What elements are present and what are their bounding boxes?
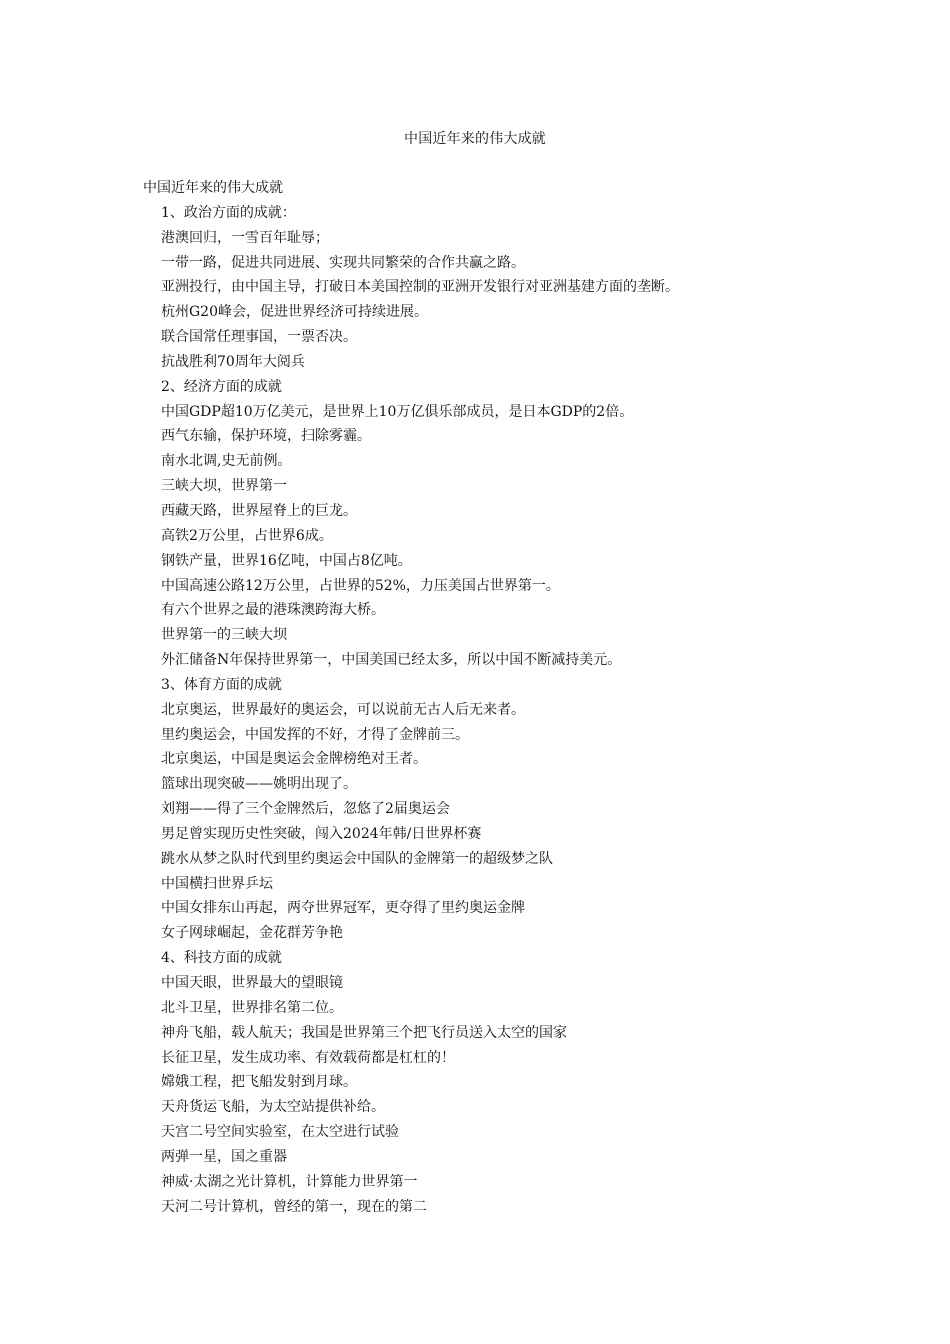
paragraph-line: 外汇储备N年保持世界第一，中国美国已经太多，所以中国不断减持美元。 — [161, 652, 622, 669]
paragraph-line: 钢铁产量，世界16亿吨，中国占8亿吨。 — [161, 552, 412, 569]
paragraph-line: 亚洲投行，由中国主导，打破日本美国控制的亚洲开发银行对亚洲基建方面的垄断。 — [161, 279, 679, 296]
paragraph-line: 一带一路，促进共同进展、实现共同繁荣的合作共赢之路。 — [161, 254, 525, 271]
paragraph-line: 西藏天路，世界屋脊上的巨龙。 — [161, 502, 357, 519]
paragraph-line: 女子网球崛起，金花群芳争艳 — [161, 925, 343, 942]
paragraph-line: 2、经济方面的成就 — [161, 378, 282, 395]
document-title: 中国近年来的伟大成就 — [404, 131, 546, 147]
paragraph-line: 北京奥运，世界最好的奥运会，可以说前无古人后无来者。 — [161, 701, 525, 718]
paragraph-line: 中国高速公路12万公里，占世界的52%，力压美国占世界第一。 — [161, 577, 560, 594]
paragraph-line: 杭州G20峰会，促进世界经济可持续进展。 — [161, 304, 428, 321]
paragraph-line: 高铁2万公里，占世界6成。 — [161, 527, 333, 544]
paragraph-line: 天宫二号空间实验室，在太空进行试验 — [161, 1124, 399, 1141]
paragraph-line: 北斗卫星，世界排名第二位。 — [161, 999, 343, 1016]
paragraph-line: 里约奥运会，中国发挥的不好，才得了金牌前三。 — [161, 726, 469, 743]
paragraph-line: 4、科技方面的成就 — [161, 950, 282, 967]
paragraph-line: 南水北调,史无前例。 — [161, 453, 292, 470]
paragraph-line: 中国近年来的伟大成就 — [143, 180, 283, 196]
paragraph-line: 篮球出现突破——姚明出现了。 — [161, 776, 357, 793]
paragraph-line: 两弹一星，国之重器 — [161, 1148, 287, 1165]
paragraph-line: 长征卫星，发生成功率、有效载荷都是杠杠的！ — [161, 1049, 455, 1066]
paragraph-line: 神舟飞船，载人航天；我国是世界第三个把飞行员送入太空的国家 — [161, 1024, 567, 1041]
paragraph-line: 中国天眼，世界最大的望眼镜 — [161, 975, 343, 991]
paragraph-line: 男足曾实现历史性突破，闯入2024年韩/日世界杯赛 — [161, 825, 482, 842]
paragraph-line: 有六个世界之最的港珠澳跨海大桥。 — [161, 602, 385, 619]
paragraph-line: 西气东输，保护环境，扫除雾霾。 — [161, 428, 371, 445]
document-body — [143, 176, 823, 1219]
paragraph-line: 嫦娥工程，把飞船发射到月球。 — [161, 1074, 357, 1091]
paragraph-line: 刘翔——得了三个金牌然后，忽悠了2届奥运会 — [161, 801, 450, 818]
paragraph-line: 天河二号计算机，曾经的第一，现在的第二 — [161, 1198, 427, 1215]
paragraph-line: 联合国常任理事国，一票否决。 — [161, 329, 357, 346]
paragraph-line: 跳水从梦之队时代到里约奥运会中国队的金牌第一的超级梦之队 — [161, 850, 553, 867]
paragraph-line: 神威·太湖之光计算机，计算能力世界第一 — [161, 1173, 418, 1190]
paragraph-line: 三峡大坝，世界第一 — [161, 478, 287, 495]
paragraph-line: 3、体育方面的成就 — [161, 676, 282, 693]
paragraph-line: 中国女排东山再起，两夺世界冠军，更夺得了里约奥运金牌 — [161, 900, 525, 917]
paragraph-line: 北京奥运，中国是奥运会金牌榜绝对王者。 — [161, 751, 427, 768]
paragraph-line: 世界第一的三峡大坝 — [161, 627, 287, 644]
paragraph-line: 中国GDP超10万亿美元，是世界上10万亿俱乐部成员，是日本GDP的2倍。 — [161, 403, 634, 420]
paragraph-line: 抗战胜利70周年大阅兵 — [161, 353, 305, 370]
paragraph-line: 中国横扫世界乒坛 — [161, 875, 273, 892]
paragraph-line: 港澳回归，一雪百年耻辱； — [161, 229, 329, 246]
paragraph-line: 天舟货运飞船，为太空站提供补给。 — [161, 1099, 385, 1116]
paragraph-line: 1、政治方面的成就： — [161, 204, 296, 221]
